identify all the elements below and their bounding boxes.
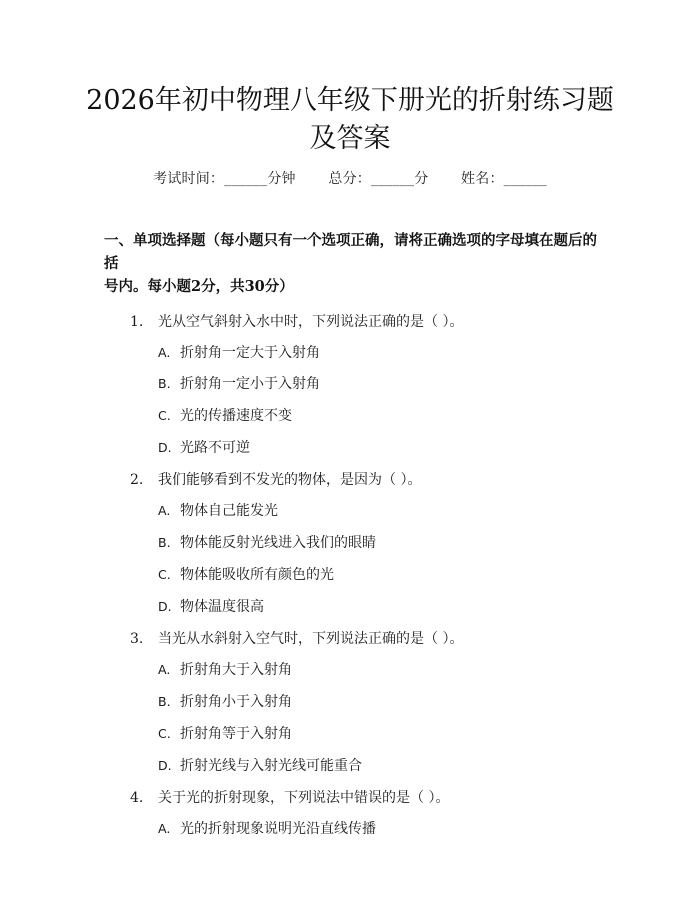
option-letter: D.	[158, 599, 172, 614]
option-text: 光的传播速度不变	[180, 408, 292, 424]
option-letter: D.	[158, 758, 172, 773]
option-letter: C.	[158, 408, 171, 423]
option-text: 折射光线与入射光线可能重合	[180, 758, 362, 774]
document-title	[60, 82, 640, 158]
question-1	[130, 311, 463, 331]
option-3d	[158, 755, 362, 775]
option-letter: A.	[158, 662, 171, 677]
option-3a	[158, 659, 292, 679]
option-letter: B.	[158, 694, 171, 709]
section-heading-line-2: 号内。每小题2分，共30分）	[104, 278, 294, 295]
question-3	[130, 628, 463, 648]
option-text: 光路不可逆	[180, 440, 250, 456]
option-text: 物体能吸收所有颜色的光	[180, 567, 334, 583]
exam-meta	[0, 168, 700, 188]
option-2a	[158, 500, 278, 520]
question-text: 光从空气斜射入水中时，下列说法正确的是（ ）。	[158, 314, 464, 330]
section-heading	[104, 229, 604, 298]
option-letter: C.	[158, 726, 171, 741]
option-letter: A.	[158, 821, 171, 836]
question-number: 2.	[130, 472, 144, 488]
option-text: 折射角小于入射角	[180, 694, 292, 710]
total-score: 总分：______分	[328, 171, 429, 187]
option-text: 物体能反射光线进入我们的眼睛	[180, 535, 376, 551]
option-1c	[158, 405, 292, 425]
question-number: 4.	[130, 790, 144, 806]
question-text: 当光从水斜射入空气时，下列说法正确的是（ ）。	[158, 631, 464, 647]
question-text: 我们能够看到不发光的物体，是因为（ ）。	[158, 472, 422, 488]
option-2b	[158, 532, 376, 552]
option-text: 折射角大于入射角	[180, 662, 292, 678]
option-1a	[158, 342, 320, 362]
option-letter: B.	[158, 376, 171, 391]
option-text: 物体温度很高	[180, 599, 264, 615]
question-text: 关于光的折射现象，下列说法中错误的是（ ）。	[158, 790, 450, 806]
option-letter: D.	[158, 440, 172, 455]
option-text: 光的折射现象说明光沿直线传播	[180, 821, 376, 837]
section-heading-line-1: 一、单项选择题（每小题只有一个选项正确，请将正确选项的字母填在题后的括	[104, 232, 597, 272]
question-number: 3.	[130, 631, 144, 647]
option-1b	[158, 373, 320, 393]
option-letter: C.	[158, 567, 171, 582]
option-text: 折射角一定大于入射角	[180, 345, 320, 361]
option-text: 折射角等于入射角	[180, 726, 292, 742]
option-2c	[158, 564, 334, 584]
title-line-2: 及答案	[309, 123, 391, 154]
option-letter: A.	[158, 345, 171, 360]
student-name: 姓名：______	[461, 171, 547, 187]
title-line-1: 2026年初中物理八年级下册光的折射练习题	[86, 85, 614, 116]
option-3c	[158, 723, 292, 743]
option-1d	[158, 437, 250, 457]
option-text: 物体自己能发光	[180, 503, 278, 519]
option-letter: A.	[158, 503, 171, 518]
question-4	[130, 787, 449, 807]
option-3b	[158, 691, 292, 711]
option-4a	[158, 818, 376, 838]
option-text: 折射角一定小于入射角	[180, 376, 320, 392]
question-number: 1.	[130, 314, 144, 330]
option-letter: B.	[158, 535, 171, 550]
question-2	[130, 469, 421, 489]
exam-time: 考试时间：______分钟	[153, 171, 296, 187]
option-2d	[158, 596, 264, 616]
